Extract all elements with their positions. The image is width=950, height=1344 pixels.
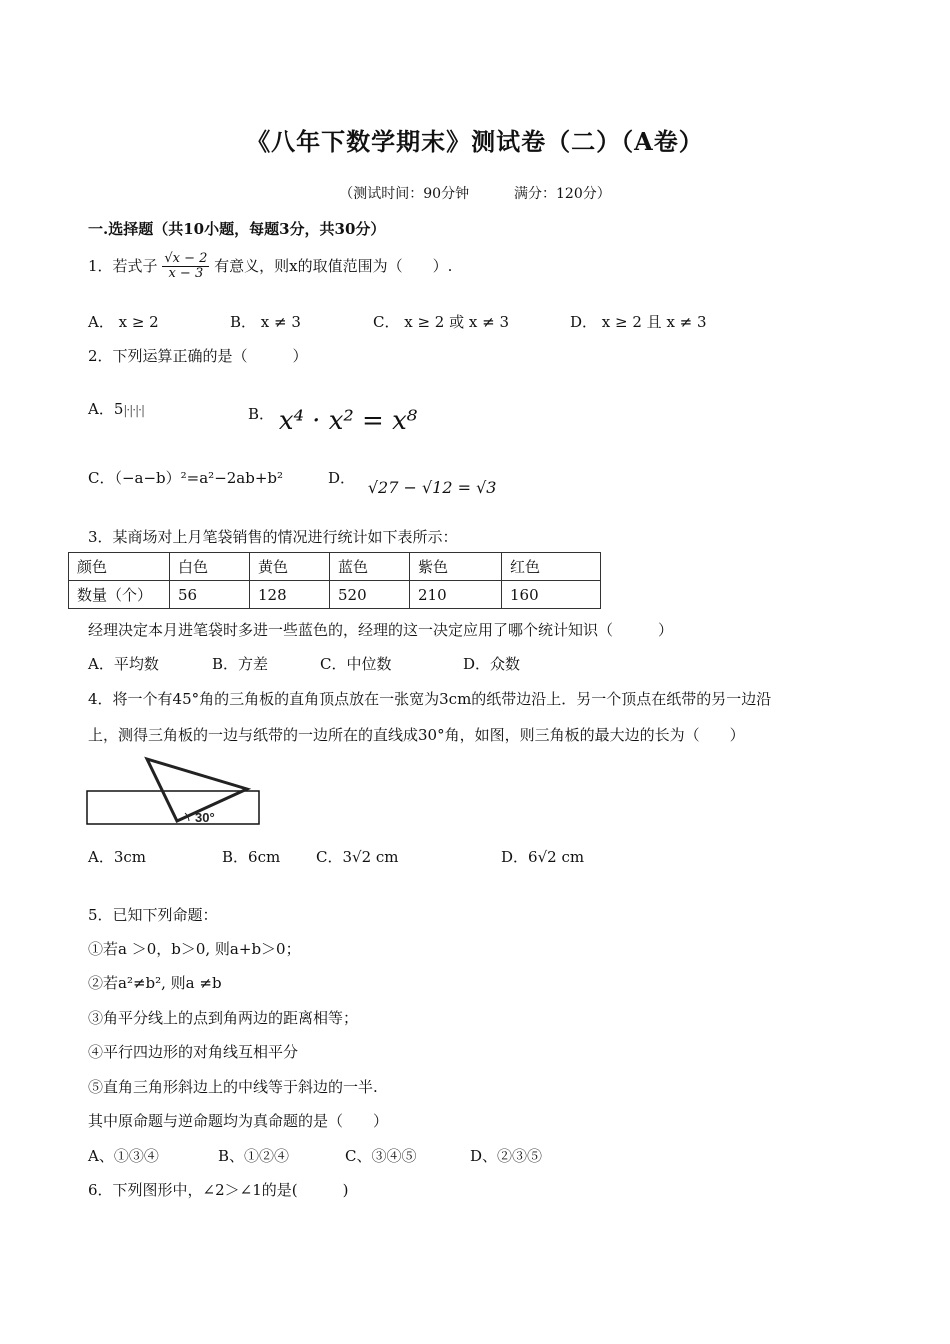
q5-item-1: ①若a ＞0，b＞0, 则a+b＞0； xyxy=(88,940,301,958)
q1-suffix: 有意义，则x的取值范围为（ ）. xyxy=(214,256,453,275)
table-cell: 160 xyxy=(502,581,601,609)
q2-option-b-label: B． xyxy=(248,405,275,423)
q1-option-b: B． x ≠ 3 xyxy=(230,313,301,331)
q2-option-d-label: D． xyxy=(328,469,356,487)
q5-option-a: A、①③④ xyxy=(88,1147,159,1165)
q1-stem xyxy=(88,252,452,282)
q3-stem: 3．某商场对上月笔袋销售的情况进行统计如下表所示： xyxy=(88,528,458,546)
q5-option-b: B、①②④ xyxy=(218,1147,290,1165)
q1-prefix: 1．若式子 xyxy=(88,256,158,275)
page-title: 《八年下数学期末》测试卷（二）（A卷） xyxy=(246,127,704,156)
q2-option-a-label: A．5 xyxy=(88,400,124,418)
q5-item-4: ④平行四边形的对角线互相平分 xyxy=(88,1043,299,1061)
q3-option-d: D．众数 xyxy=(463,655,521,673)
table-cell: 红色 xyxy=(502,553,601,581)
triangle-strip-figure xyxy=(85,755,265,830)
q2-option-c: C．（−a−b）²=a²−2ab+b² xyxy=(88,469,284,487)
q5-item-2: ②若a²≠b², 则a ≠b xyxy=(88,974,222,992)
exam-time: （测试时间：90分钟 xyxy=(339,186,470,202)
table-cell: 紫色 xyxy=(410,553,502,581)
table-cell: 128 xyxy=(250,581,330,609)
q4-option-d: D．6√2 cm xyxy=(501,848,585,866)
table-row xyxy=(69,581,601,609)
q3-followup: 经理决定本月进笔袋时多进一些蓝色的，经理的这一决定应用了哪个统计知识（ ） xyxy=(88,621,674,639)
q1-option-d: D． x ≥ 2 且 x ≠ 3 xyxy=(570,313,707,331)
q4-option-c: C．3√2 cm xyxy=(316,848,399,866)
table-cell: 数量（个） xyxy=(69,581,170,609)
table-cell: 黄色 xyxy=(250,553,330,581)
q4-option-a: A．3cm xyxy=(88,848,147,866)
q2-option-d-expr: √27 − √12 = √3 xyxy=(367,478,497,497)
table-cell: 白色 xyxy=(170,553,250,581)
q5-item-3: ③角平分线上的点到角两边的距离相等； xyxy=(88,1009,359,1027)
table-row xyxy=(69,553,601,581)
q1-frac-den: x − 3 xyxy=(168,266,204,282)
q4-line2: 上，测得三角板的一边与纸带的一边所在的直线成30°角，如图，则三角板的最大边的长为（ ） xyxy=(88,726,745,744)
q2-option-b-expr: x⁴ · x² = x⁸ xyxy=(278,406,418,436)
angle-label: 30° xyxy=(195,810,215,825)
exam-info xyxy=(0,183,950,203)
q2-option-a xyxy=(88,398,144,419)
q5-stem: 5．已知下列命题： xyxy=(88,906,218,924)
q1-option-c: C． x ≥ 2 或 x ≠ 3 xyxy=(373,313,509,331)
q1-frac-num: √x − 2 xyxy=(164,251,208,266)
q2-stem: 2．下列运算正确的是（ ） xyxy=(88,347,308,365)
q5-option-d: D、②③⑤ xyxy=(470,1147,543,1165)
q5-option-c: C、③④⑤ xyxy=(345,1147,417,1165)
q2-option-b xyxy=(248,396,418,436)
q5-question: 其中原命题与逆命题均为真命题的是（ ） xyxy=(88,1112,389,1130)
q2-option-d xyxy=(328,467,497,497)
q2-option-a-expr: |·|·|·| xyxy=(123,403,145,417)
table-cell: 520 xyxy=(330,581,410,609)
q1-option-a: A． x ≥ 2 xyxy=(88,313,159,331)
q6-stem: 6．下列图形中，∠2＞∠1的是( ) xyxy=(88,1181,349,1199)
table-cell: 210 xyxy=(410,581,502,609)
q5-item-5: ⑤直角三角形斜边上的中线等于斜边的一半. xyxy=(88,1078,378,1096)
q1-fraction xyxy=(162,252,209,282)
table-cell: 56 xyxy=(170,581,250,609)
exam-score: 满分：120分） xyxy=(514,186,611,202)
sales-table xyxy=(68,552,601,609)
table-cell: 蓝色 xyxy=(330,553,410,581)
q4-option-b: B．6cm xyxy=(222,848,281,866)
section-heading: 一.选择题（共10小题，每题3分，共30分） xyxy=(88,220,386,238)
q3-option-c: C．中位数 xyxy=(320,655,392,673)
q4-line1: 4．将一个有45°角的三角板的直角顶点放在一张宽为3cm的纸带边沿上．另一个顶点在纸带的另一边沿 xyxy=(88,690,772,708)
q3-option-b: B．方差 xyxy=(212,655,269,673)
q3-option-a: A．平均数 xyxy=(88,655,159,673)
table-cell: 颜色 xyxy=(69,553,170,581)
